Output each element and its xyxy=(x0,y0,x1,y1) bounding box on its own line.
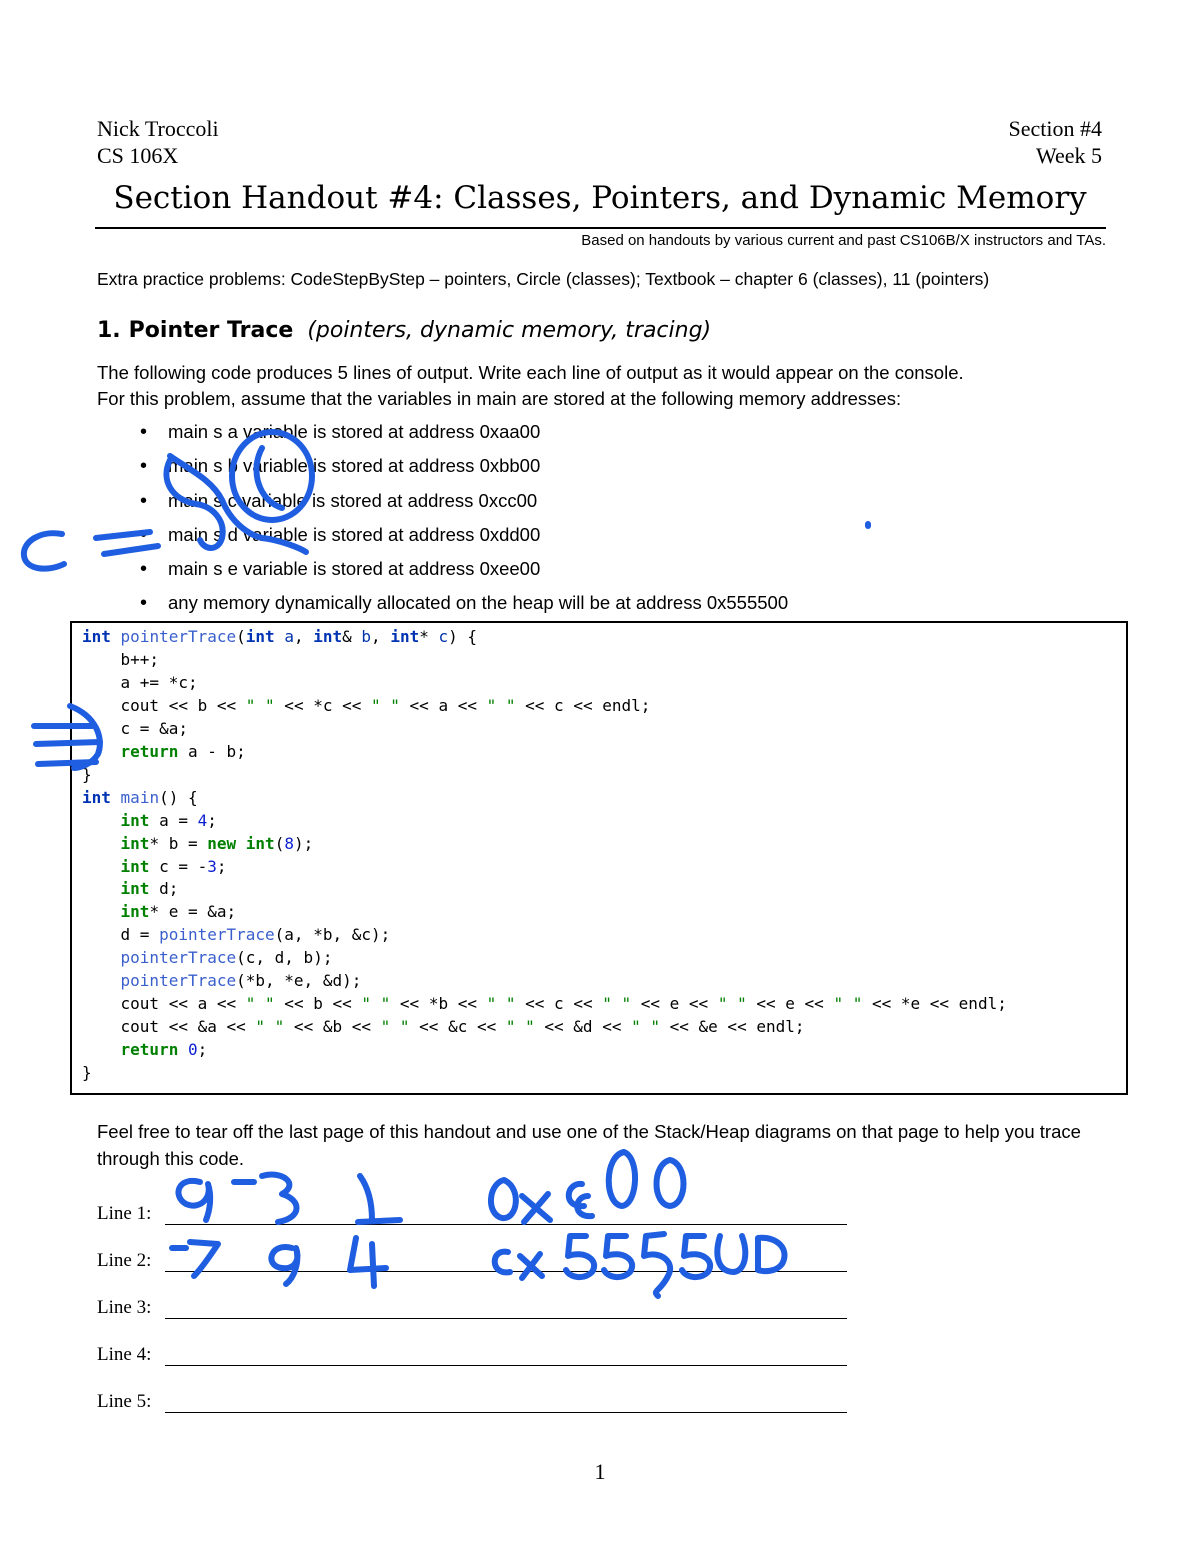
credit-line: Based on handouts by various current and past CS106B/X instructors and TAs. xyxy=(581,232,1106,249)
list-item: • any memory dynamically allocated on the heap will be at address 0x555500 xyxy=(130,590,788,624)
author-name: Nick Troccoli xyxy=(97,116,219,141)
address-list xyxy=(130,419,788,625)
code-listing: int pointerTrace(int a, int& b, int* c) { b++; a += *c; cout << b << " " << *c << " " << a << " " << c << endl; c = &a; return a - b; } int main() { int a = 4; int* b = new int(8); int c = -3; int d; int* e = &a; d = pointerTrace(a, *b, &c); pointerTrace(c, d, b); pointerTrace(*b, *e, &d); cout << a << " " << b << " " << *b << " " << c << " " << e << " " << e << " " << *e << endl; cout << &a << " " << &b << " " << &c << " " << &d << " " << &e << endl; return 0; } xyxy=(82,627,1007,1083)
intro-line-2: For this problem, assume that the variables in main are stored at the following memory addresses: xyxy=(97,388,902,409)
list-item: • main s d variable is stored at address 0xdd00 xyxy=(130,522,788,556)
intro-line-1: The following code produces 5 lines of output. Write each line of output as it would appear on the console. xyxy=(97,362,964,383)
code-box xyxy=(70,621,1128,1095)
problem-number: 1. xyxy=(97,318,121,343)
course-code: CS 106X xyxy=(97,143,179,168)
list-item: • main s e variable is stored at address 0xee00 xyxy=(130,556,788,590)
answer-label: Line 1: xyxy=(97,1203,152,1224)
handwritten-line-2 xyxy=(172,1234,785,1296)
problem-name: Pointer Trace xyxy=(128,318,294,343)
extra-practice: Extra practice problems: CodeStepByStep – pointers, Circle (classes); Textbook – chapter 6 (classes), 11 (pointers) xyxy=(97,269,990,289)
problem-intro xyxy=(97,360,1107,412)
answer-label: Line 5: xyxy=(97,1391,152,1412)
problem-topics: (pointers, dynamic memory, tracing) xyxy=(307,318,712,343)
answer-label: Line 3: xyxy=(97,1297,152,1318)
answer-label: Line 4: xyxy=(97,1344,152,1365)
list-item: • main s b variable is stored at address 0xbb00 xyxy=(130,453,788,487)
list-item: • main s a variable is stored at address 0xaa00 xyxy=(130,419,788,453)
list-item: • main s c variable is stored at address 0xcc00 xyxy=(130,488,788,522)
page-title: Section Handout #4: Classes, Pointers, and Dynamic Memory xyxy=(113,180,1087,216)
trace-note: Feel free to tear off the last page of this handout and use one of the Stack/Heap diagrams on that page to help you trace through this code. xyxy=(97,1121,1081,1169)
title-rule xyxy=(95,227,1106,229)
problem-heading xyxy=(97,318,711,343)
section-number: Section #4 xyxy=(1008,116,1102,141)
page-number: 1 xyxy=(594,1459,606,1484)
answer-label: Line 2: xyxy=(97,1250,152,1271)
week-number: Week 5 xyxy=(1035,143,1102,168)
